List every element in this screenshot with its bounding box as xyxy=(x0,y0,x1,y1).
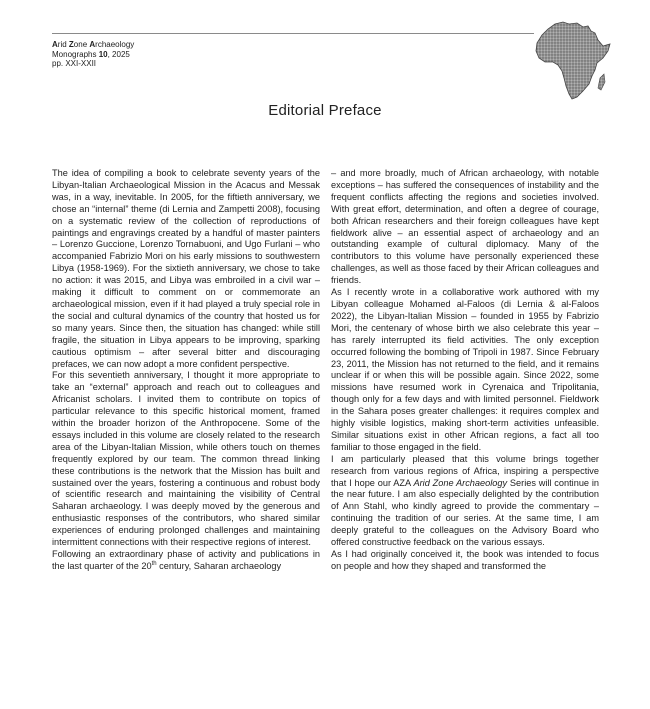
paragraph: I am particularly pleased that this volume brings together research from various regions of Africa, inspiring a perspective that I hope our AZA Arid Zone Archaeology Series will continue in the near future. I am also especially delighted by the contribution of Ann Stahl, who kindly agreed to provide the commentary – continuing the tradition of our series. At the same time, I am deeply grateful to the colleagues on the Advisory Board who offered constructive feedback on the various essays. xyxy=(331,453,599,548)
paragraph: As I recently wrote in a collaborative work authored with my Libyan colleague Mohamed al-Faloos (di Lernia & al-Faloos 2022), the Libyan-Italian Mission – founded in 1955 by Fabrizio Mori, the centenary of whose birth we also celebrate this year – has rarely interrupted its field activities. The only exception occurred following the bombing of Tripoli in 1987. Since February 23, 2011, the Mission has not returned to the field, and it remains unclear if or when this will be possible again. Since 2022, some missions have resumed work in Cyrenaica and Tripolitania, though only for a few days and with limited personnel. Fieldwork in the Sahara poses greater challenges: it requires complex and highly visible logistics, making short-term activities unfeasible. Similar situations exist in other African regions, a fact all too familiar to those engaged in the field. xyxy=(331,287,599,452)
paragraph: Following an extraordinary phase of activity and publications in the last quarter of the 20th century, Saharan archaeology xyxy=(52,549,320,571)
paragraph: – and more broadly, much of African archaeology, with notable exceptions – has suffered the consequences of instability and the frequent conflicts affecting the regions and societies involved. With great effort, determination, and often a degree of courage, both African researchers and their foreign colleagues have kept fieldwork alive – an essential aspect of archaeology and an outstanding example of cultural diplomacy. Many of the contributors to this volume have personally experienced these challenges, as well as those faced by their African colleagues and friends. xyxy=(331,168,599,286)
africa-map-icon xyxy=(533,18,613,104)
journal-volume: Monographs 10, 2025 xyxy=(52,49,130,59)
right-column xyxy=(331,168,599,573)
journal-info xyxy=(52,40,134,69)
left-column xyxy=(52,168,320,573)
journal-pages: pp. XXI-XXII xyxy=(52,59,97,68)
header-rule xyxy=(52,33,534,34)
page-title: Editorial Preface xyxy=(268,102,382,119)
paragraph: For this seventieth anniversary, I thought it more appropriate to take an “external” approach and reach out to colleagues and Africanist scholars. I invited them to contribute on topics of particular relevance to this specific historical moment, framed within the broader horizon of the Anthropocene. Some of the essays included in this volume are closely related to the research area of the Libyan-Italian Mission, while others touch on themes frequently explored by our team. The common thread linking these contributions is the network that the Mission has built and sustained over the years, fostering a continuous and robust body of scientific research and maintaining the visibility of Central Saharan archaeology. I was deeply moved by the generous and enthusiastic responses of the contributors, who shared similar experiences of enduring prolonged challenges and maintaining intermittent connections with their respective regions of interest. xyxy=(52,370,320,548)
journal-title: Arid Zone Archaeology xyxy=(52,40,135,49)
paragraph: As I had originally conceived it, the book was intended to focus on people and how they shaped and transformed the xyxy=(331,549,599,571)
paragraph: The idea of compiling a book to celebrate seventy years of the Libyan-Italian Archaeological Mission in the Acacus and Messak was, in a way, inevitable. In 2005, for the fiftieth anniversary, we chose an “internal” theme (di Lernia and Zampetti 2008), focusing on a systematic review of the collection of reproductions of paintings and engravings created by a handful of master painters – Lorenzo Guccione, Lorenzo Tornabuoni, and Ugo Furlani – who accompanied Fabrizio Mori on his early missions to southwestern Libya (1958-1969). For the sixtieth anniversary, we chose to take no action: it was 2015, and Libya was embroiled in a civil war – making it difficult to comment on or commemorate an archaeological mission, even if it had played a truly special role in the social and cultural dynamics of the country that hosted us for so many years. Since then, the situation has changed: while still fragile, the situation in Libya appears to be improving, sparking cautious optimism – after several bitter and discouraging prefaces, we can now adopt a more confident perspective. xyxy=(52,168,320,369)
